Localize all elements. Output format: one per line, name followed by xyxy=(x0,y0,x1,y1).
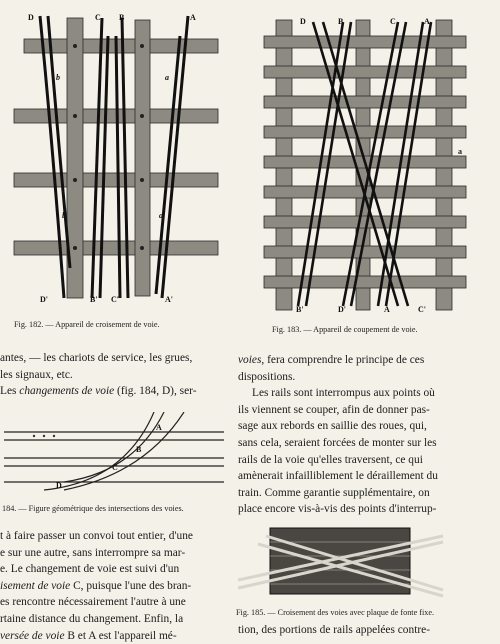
rail-a xyxy=(162,16,188,298)
label-c: C xyxy=(390,17,396,26)
text-line: isement de voie C, puisque l'une des bran- xyxy=(0,579,192,592)
side-mark: a xyxy=(458,147,462,156)
text-line: voies, fera comprendre le principe de ces xyxy=(238,354,425,366)
rail-b2 xyxy=(116,36,120,298)
figure-185-illustration xyxy=(238,522,474,602)
text-line: rails de la voie qu'elles traversent, ce qui xyxy=(238,453,423,466)
text-line: Les changements de voie (fig. 184, D), ser- xyxy=(0,385,197,398)
label-d-prime: D' xyxy=(338,305,346,314)
label-d: D xyxy=(28,13,34,22)
figure-185-caption: Fig. 185. — Croisement des voies avec plaque de fonte fixe. xyxy=(236,608,435,617)
figure-184-caption: 184. — Figure géométrique des intersections des voies. xyxy=(2,504,184,513)
label-c-prime: C' xyxy=(418,305,426,314)
left-column-upper xyxy=(0,350,226,400)
text-line: place encore vis-à-vis des points d'interrup- xyxy=(238,503,437,516)
label-d: D xyxy=(56,481,62,490)
label-d: D xyxy=(300,17,306,26)
rail-mark: b xyxy=(62,211,66,220)
text-line: rtaine distance du changement. Enfin, la xyxy=(0,612,184,625)
rail-b xyxy=(122,18,128,298)
right-column-bottom xyxy=(238,622,476,639)
text-line: dispositions. xyxy=(238,370,296,383)
label-c: C xyxy=(112,463,118,472)
text-line: e. Le changement de voie est suivi d'un xyxy=(0,563,180,576)
text-line: sage aux rebords en saillie des roues, qui, xyxy=(238,420,427,433)
rail-mark: a xyxy=(159,211,163,220)
text-line: e sur une autre, sans interrompre sa mar- xyxy=(0,546,186,559)
label-b: B xyxy=(136,445,142,454)
text-line: t à faire passer un convoi tout entier, d'une xyxy=(0,530,193,542)
label-b-prime: B' xyxy=(90,295,98,304)
figure-183-illustration xyxy=(258,14,473,314)
label-a: A xyxy=(190,13,196,22)
label-a: A xyxy=(156,423,162,432)
label-b: B xyxy=(338,17,344,26)
text-line: versée de voie B et A est l'appareil mé- xyxy=(0,629,177,642)
label-c-prime: C' xyxy=(111,295,119,304)
label-b: B xyxy=(119,13,125,22)
label-a-bottom: A xyxy=(384,305,390,314)
text-line: train. Comme garantie supplémentaire, on xyxy=(238,486,430,499)
rail-mark: a xyxy=(165,73,169,82)
right-column-text xyxy=(238,352,476,518)
text-line: amènerait infailliblement le déraillement du xyxy=(238,470,438,483)
sleeper xyxy=(14,173,218,187)
label-d-prime: D' xyxy=(40,295,48,304)
rail-mark: b xyxy=(56,73,60,82)
text-line: tion, des portions de rails appelées contre- xyxy=(238,624,431,636)
left-column-lower xyxy=(0,528,226,644)
longitudinal-beam xyxy=(135,20,150,296)
figure-182-illustration xyxy=(10,8,230,308)
figure-182-caption: Fig. 182. — Appareil de croisement de voie. xyxy=(14,320,160,329)
text-line: es rencontre nécessairement l'autre à une xyxy=(0,596,186,609)
label-a: A xyxy=(424,17,430,26)
label-b-prime: B' xyxy=(296,305,304,314)
sleeper xyxy=(14,241,218,255)
text-line: antes, — les chariots de service, les grues, xyxy=(0,352,193,364)
figure-183-caption: Fig. 183. — Appareil de coupement de voie. xyxy=(272,325,418,334)
figure-184-illustration xyxy=(4,412,226,497)
label-a-prime: A' xyxy=(165,295,173,304)
label-c: C xyxy=(95,13,101,22)
text-line: sans cela, seraient forcées de monter sur les xyxy=(238,436,437,449)
text-line: ils viennent se couper, afin de donner pas- xyxy=(238,403,430,416)
text-line: les signaux, etc. xyxy=(0,368,73,381)
text-line: Les rails sont interrompus aux points où xyxy=(252,387,435,400)
